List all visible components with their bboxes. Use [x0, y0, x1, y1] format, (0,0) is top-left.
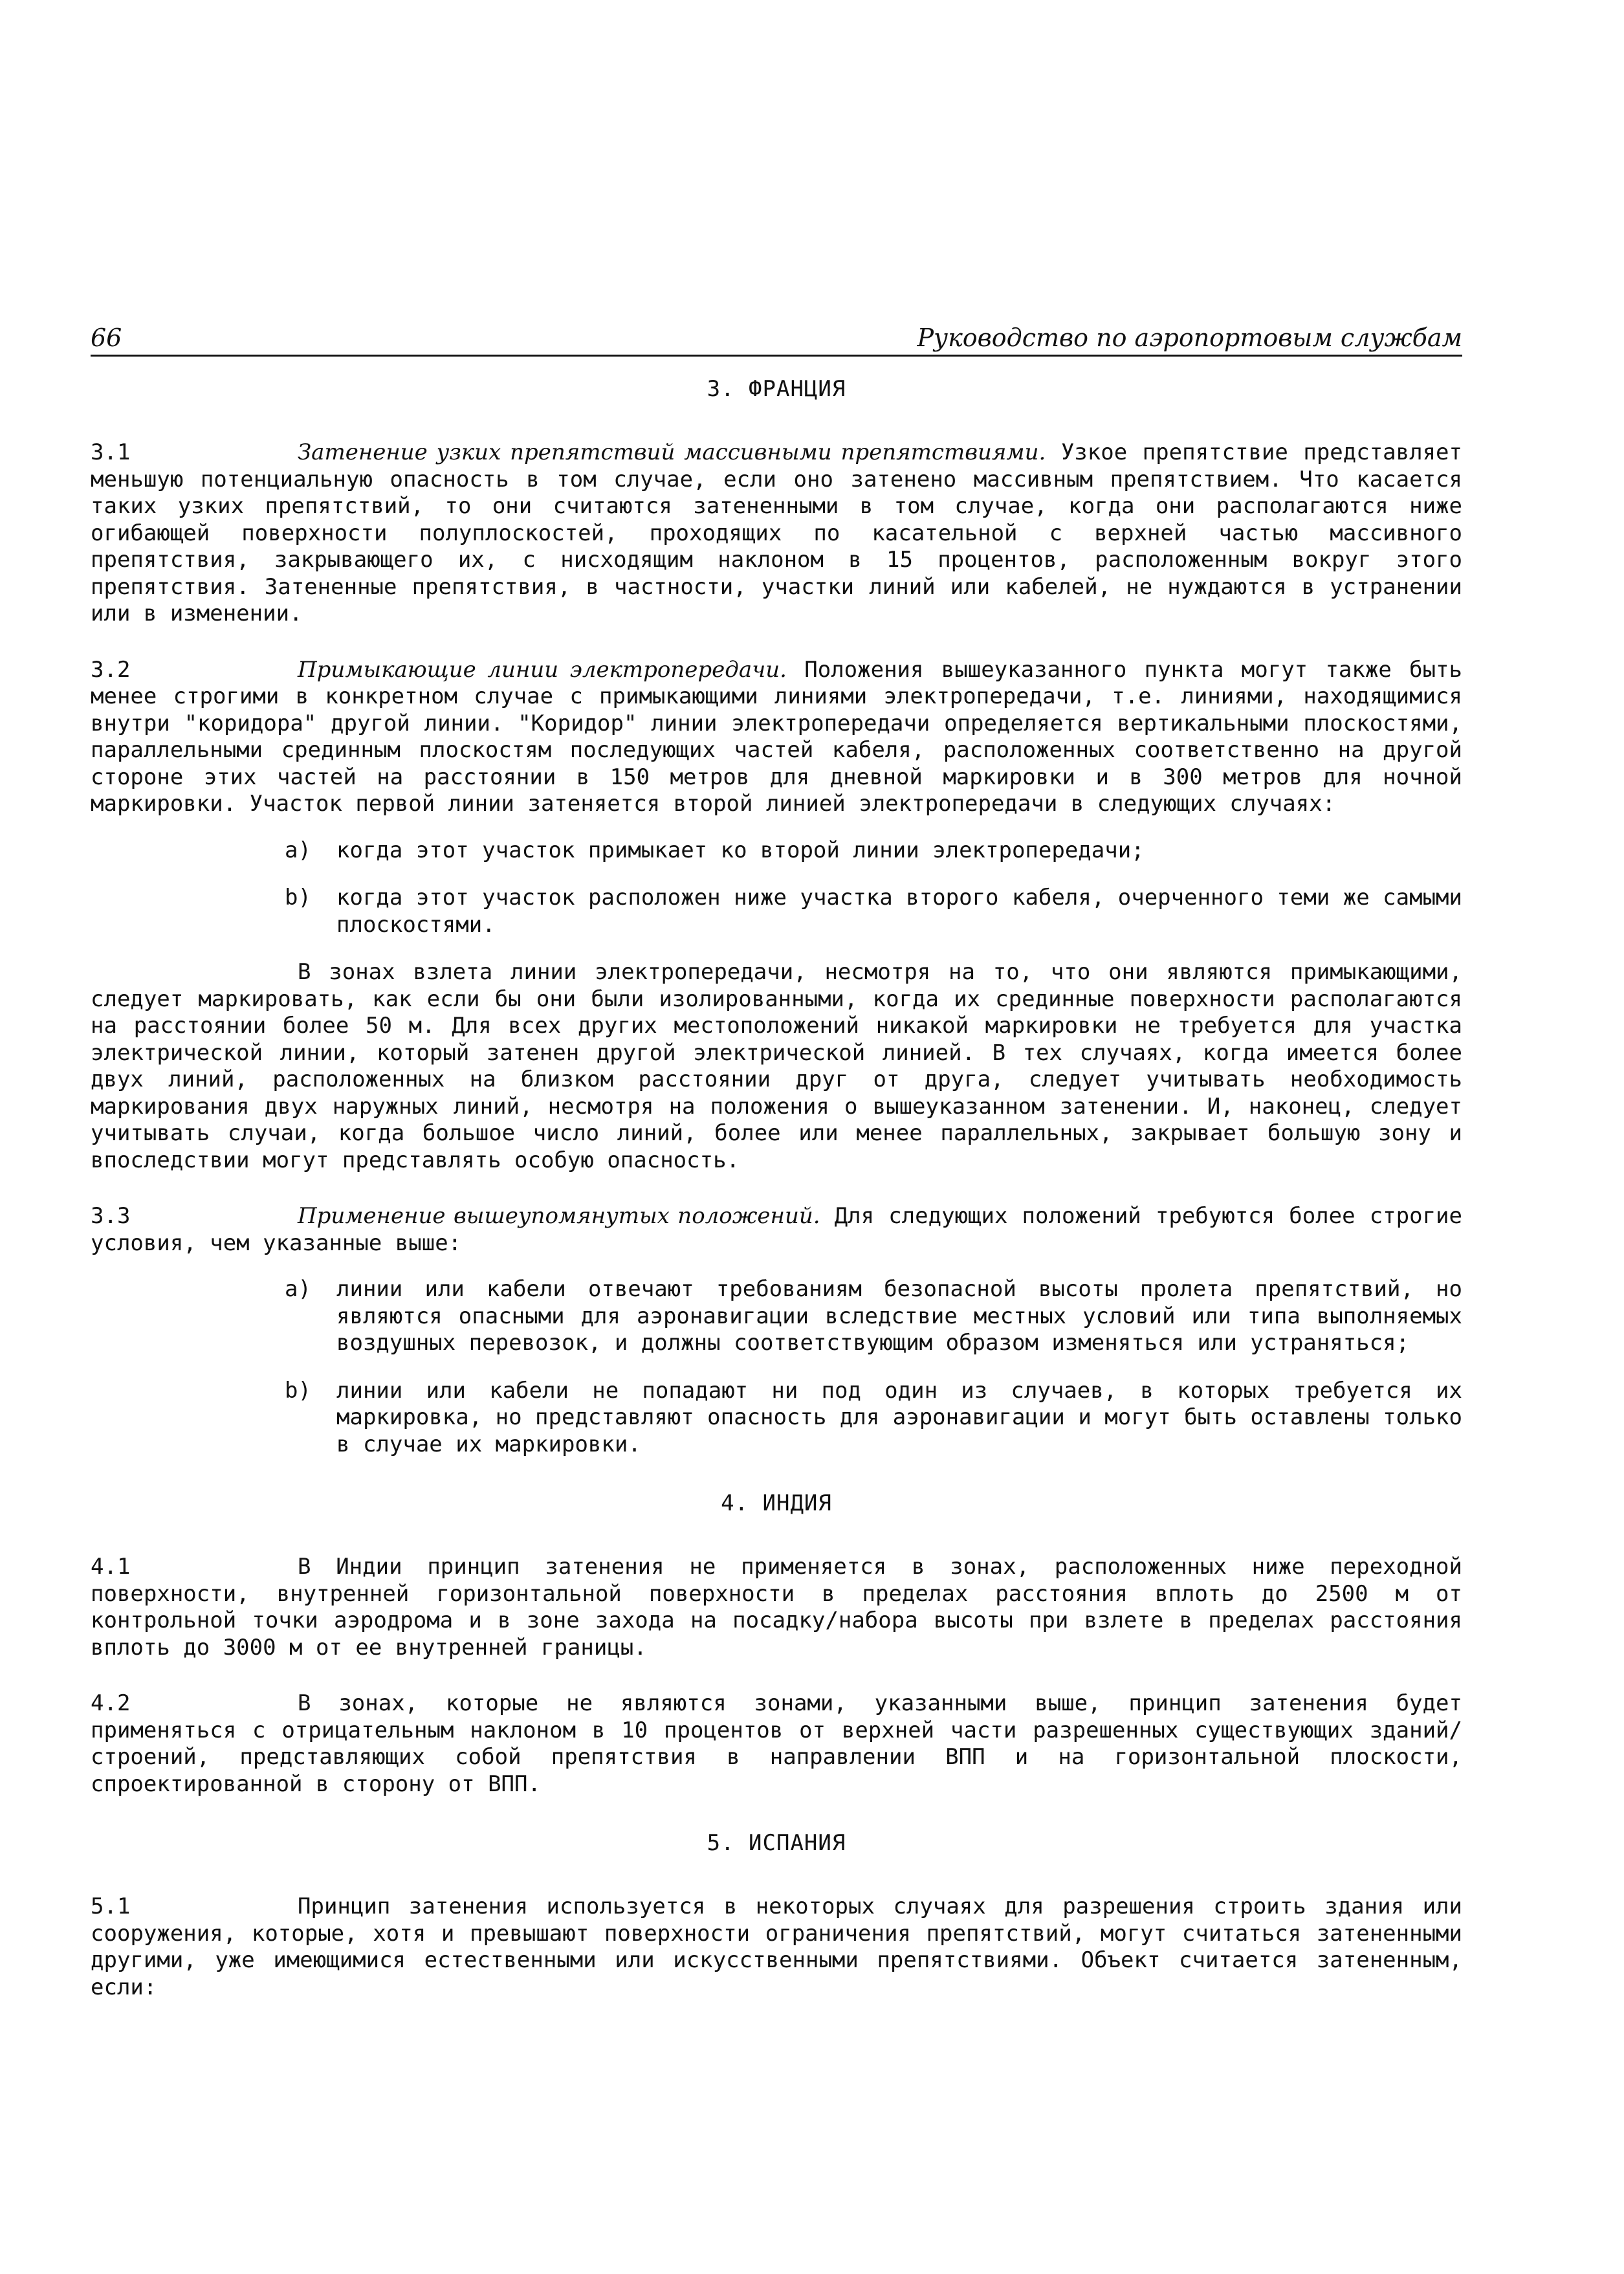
paragraph-heading: Применение вышеупомянутых положений. — [298, 1203, 820, 1229]
paragraph-3-2-followup: В зонах взлета линии электропередачи, несмотря на то, что они являются примыкающими, следует маркировать, как если бы они были изолированными, когда их срединные поверхности располагаются на расстоянии более 50 м. Для всех других местоположений никакой маркировки не требуется для участка электрической линии, который затенен другой электрической линией. В тех случаях, когда имеется более двух линий, расположенных на близком расстоянии друг от друга, следует учитывать необходимость маркирования двух наружных линий, несмотря на положения о вышеуказанном затенении. И, наконец, следует учитывать случаи, когда большое число линий, более или менее параллельных, закрывает большую зону и впоследствии могут представлять особую опасность. — [91, 959, 1462, 1173]
list-item-text: когда этот участок расположен ниже участка второго кабеля, очерченного теми же самыми плоскостями. — [336, 885, 1462, 938]
list-item-letter: b) — [285, 885, 311, 911]
paragraph-number: 3.3 — [91, 1203, 131, 1229]
list-item — [285, 885, 1462, 938]
paragraph-number: 3.1 — [91, 439, 131, 465]
paragraph-5-1 — [91, 1893, 1476, 2001]
list-item-text: когда этот участок примыкает ко второй линии электропередачи; — [336, 837, 1145, 863]
paragraph-number: 4.2 — [91, 1690, 131, 1716]
paragraph-heading: Затенение узких препятствий массивными препятствиями. — [298, 439, 1046, 465]
paragraph-3-1 — [91, 439, 1476, 628]
section-title-france: 3. ФРАНЦИЯ — [707, 376, 846, 402]
running-title: Руководство по аэропортовым службам — [917, 324, 1462, 352]
paragraph-3-3 — [91, 1203, 1476, 1257]
list-item — [285, 1378, 1462, 1459]
paragraph-number: 4.1 — [91, 1554, 131, 1580]
paragraph-text: Принцип затенения используется в некоторых случаях для разрешения строить здания или сооружения, которые, хотя и превышают поверхности ограничения препятствий, могут считаться затененными другими, уже имеющимися естественными или искусственными препятствиями. Объект считается затененным, если: — [91, 1893, 1476, 2000]
paragraph-number: 5.1 — [91, 1893, 131, 1919]
paragraph-4-2 — [91, 1690, 1476, 1798]
list-item-text: линии или кабели отвечают требованиям безопасной высоты пролета препятствий, но являются опасными для аэронавигации вследствие местных условий или типа выполняемых воздушных перевозок, и должны соответствующим образом изменяться или устраняться; — [336, 1276, 1462, 1356]
paragraph-heading: Примыкающие линии электропередачи. — [298, 656, 787, 683]
list-item-letter: b) — [285, 1377, 311, 1404]
list-item-letter: a) — [285, 837, 311, 863]
section-title-spain: 5. ИСПАНИЯ — [707, 1830, 846, 1856]
paragraph-text: Положения вышеуказанного пункта могут также быть менее строгими в конкретном случае с примыкающими линиями электропередачи, т.е. линиями, находящимися внутри "коридора" другой линии. "Коридор" линии электропередачи определяется вертикальными плоскостями, параллельными срединным плоскостям последующих частей кабеля, расположенных соответственно на другой стороне этих частей на расстоянии в 150 метров для дневной маркировки и в 300 метров для ночной маркировки. Участок первой линии затеняется второй линией электропередачи в следующих случаях: — [91, 656, 1476, 817]
paragraph-text: В зонах, которые не являются зонами, указанными выше, принцип затенения будет применяться с отрицательным наклоном в 10 процентов от верхней части разрешенных существующих зданий/строений, представляющих собой препятствия в направлении ВПП и на горизонтальной плоскости, спроектированной в сторону от ВПП. — [91, 1690, 1476, 1797]
list-item-text: линии или кабели не попадают ни под один из случаев, в которых требуется их маркировка, но представляют опасность для аэронавигации и могут быть оставлены только в случае их маркировки. — [336, 1377, 1462, 1457]
section-title-india: 4. ИНДИЯ — [721, 1490, 832, 1516]
list-item — [285, 1276, 1462, 1357]
paragraph-4-1 — [91, 1554, 1476, 1661]
paragraph-text: Для следующих положений требуются более строгие условия, чем указанные выше: — [91, 1203, 1476, 1256]
paragraph-number: 3.2 — [91, 656, 131, 683]
page-header — [91, 324, 1462, 357]
paragraph-text: В Индии принцип затенения не применяется в зонах, расположенных ниже переходной поверхности, внутренней горизонтальной поверхности в пределах расстояния вплоть до 2500 м от контрольной точки аэродрома и в зоне захода на посадку/набора высоты при взлете в пределах расстояния вплоть до 3000 м от ее внутренней границы. — [91, 1554, 1476, 1661]
list-item — [285, 837, 1462, 865]
paragraph-text: Узкое препятствие представляет меньшую потенциальную опасность в том случае, если оно затенено массивным препятствием. Что касается таких узких препятствий, то они считаются затененными в том случае, когда они располагаются ниже огибающей поверхности полуплоскостей, проходящих по касательной с верхней частью массивного препятствия, закрывающего их, с нисходящим наклоном в 15 процентов, расположенным вокруг этого препятствия. Затененные препятствия, в частности, участки линий или кабелей, не нуждаются в устранении или в изменении. — [91, 439, 1476, 626]
page-number: 66 — [91, 324, 122, 352]
paragraph-3-2 — [91, 656, 1476, 818]
list-item-letter: a) — [285, 1276, 311, 1302]
document-page — [91, 324, 1476, 2030]
